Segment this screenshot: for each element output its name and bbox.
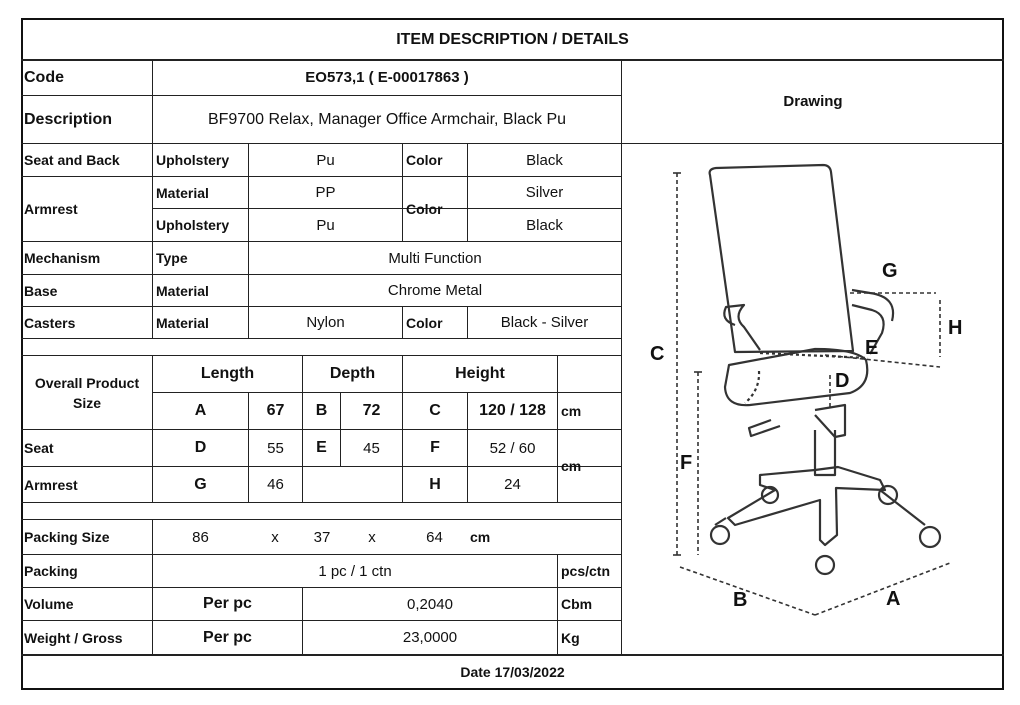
armrest-upholstery-label: Upholstery xyxy=(156,217,230,233)
mechanism-attr: Type xyxy=(156,250,188,266)
armrest-upholstery: Pu xyxy=(316,216,335,234)
packing-size-h: 64 xyxy=(426,528,443,546)
dim-d-key: D xyxy=(194,439,207,456)
armrest-label: Armrest xyxy=(24,201,78,217)
armrest-color2: Black xyxy=(526,216,563,234)
armrest-material-label: Material xyxy=(156,184,209,201)
casters-attr: Material xyxy=(156,314,209,331)
packing-size-x2: x xyxy=(368,528,376,546)
length-header: Length xyxy=(200,365,255,382)
seat-back-label: Seat and Back xyxy=(24,152,120,168)
packing-value: 1 pc / 1 ctn xyxy=(318,562,392,580)
packing-label: Packing xyxy=(24,563,78,579)
dim-label-d: D xyxy=(835,370,850,392)
dim-label-g: G xyxy=(882,260,898,282)
seat-dim-label: Seat xyxy=(24,440,54,456)
dim-label-e: E xyxy=(865,337,879,359)
drawing-label: Drawing xyxy=(783,93,843,110)
dimension-lines xyxy=(673,173,950,615)
base-value: Chrome Metal xyxy=(387,282,483,299)
dim-e-val: 45 xyxy=(363,439,380,457)
dim-label-f: F xyxy=(680,452,693,474)
seat-back-attr: Upholstery xyxy=(156,152,230,168)
dim-f-val: 52 / 60 xyxy=(489,439,536,457)
description-value: BF9700 Relax, Manager Office Armchair, Black Pu xyxy=(207,110,567,128)
seat-back-color: Black xyxy=(526,151,563,169)
dim-unit: cm xyxy=(561,403,582,419)
volume-per: Per pc xyxy=(203,595,252,612)
dim-unit2: cm xyxy=(561,458,582,474)
casters-value: Nylon xyxy=(306,314,345,331)
packing-size-l: 86 xyxy=(192,528,209,546)
dim-h-val: 24 xyxy=(504,476,521,493)
volume-label: Volume xyxy=(24,596,74,612)
chair-outline xyxy=(710,165,940,574)
footer-date: Date 17/03/2022 xyxy=(460,664,565,680)
height-header: Height xyxy=(455,365,505,382)
armrest-dim-label: Armrest xyxy=(24,476,78,493)
volume-value: 0,2040 xyxy=(407,595,453,613)
chair-svg xyxy=(640,145,1005,630)
dim-a-val: 67 xyxy=(266,402,285,419)
casters-label: Casters xyxy=(24,314,76,331)
packing-size-unit: cm xyxy=(470,529,491,545)
dim-a-key: A xyxy=(194,402,207,419)
weight-value: 23,0000 xyxy=(402,629,458,646)
packing-size-label: Packing Size xyxy=(24,529,110,545)
casters-color-label: Color xyxy=(406,314,443,331)
volume-unit: Cbm xyxy=(561,596,593,612)
overall-size-label: Overall Product Size xyxy=(34,374,140,411)
armrest-material: PP xyxy=(315,184,336,201)
dim-e-key: E xyxy=(316,439,327,456)
dim-c-key: C xyxy=(429,402,441,419)
armrest-color1: Silver xyxy=(525,184,564,201)
base-attr: Material xyxy=(156,282,209,299)
weight-per: Per pc xyxy=(203,628,252,646)
dim-label-a: A xyxy=(886,588,901,610)
mechanism-label: Mechanism xyxy=(24,250,101,266)
mechanism-value: Multi Function xyxy=(388,249,482,267)
packing-size-w: 37 xyxy=(313,528,331,546)
dim-c-val: 120 / 128 xyxy=(479,402,546,419)
chair-drawing xyxy=(640,145,1005,630)
dim-g-val: 46 xyxy=(267,476,284,493)
dim-d-val: 55 xyxy=(267,439,284,457)
casters-color: Black - Silver xyxy=(500,314,589,331)
base-label: Base xyxy=(24,282,58,299)
dim-label-h: H xyxy=(948,317,963,339)
dim-g-key: G xyxy=(194,475,207,493)
weight-label: Weight / Gross xyxy=(24,629,123,646)
seat-back-color-label: Color xyxy=(406,152,443,168)
dim-h-key: H xyxy=(429,475,441,493)
page-title: ITEM DESCRIPTION / DETAILS xyxy=(396,30,629,48)
code-value: EO573,1 ( E-00017863 ) xyxy=(305,69,469,86)
code-label: Code xyxy=(24,68,64,86)
dim-label-b: B xyxy=(733,589,748,611)
seat-back-value: Pu xyxy=(316,151,335,169)
dim-f-key: F xyxy=(430,439,440,456)
description-label: Description xyxy=(24,110,113,128)
dim-b-key: B xyxy=(315,402,328,419)
packing-size-x1: x xyxy=(271,528,279,546)
weight-unit: Kg xyxy=(561,629,580,646)
depth-header: Depth xyxy=(329,365,376,382)
armrest-color-label: Color xyxy=(406,201,443,217)
dim-label-c: C xyxy=(650,343,665,365)
packing-unit: pcs/ctn xyxy=(561,563,611,579)
dim-b-val: 72 xyxy=(362,402,381,419)
